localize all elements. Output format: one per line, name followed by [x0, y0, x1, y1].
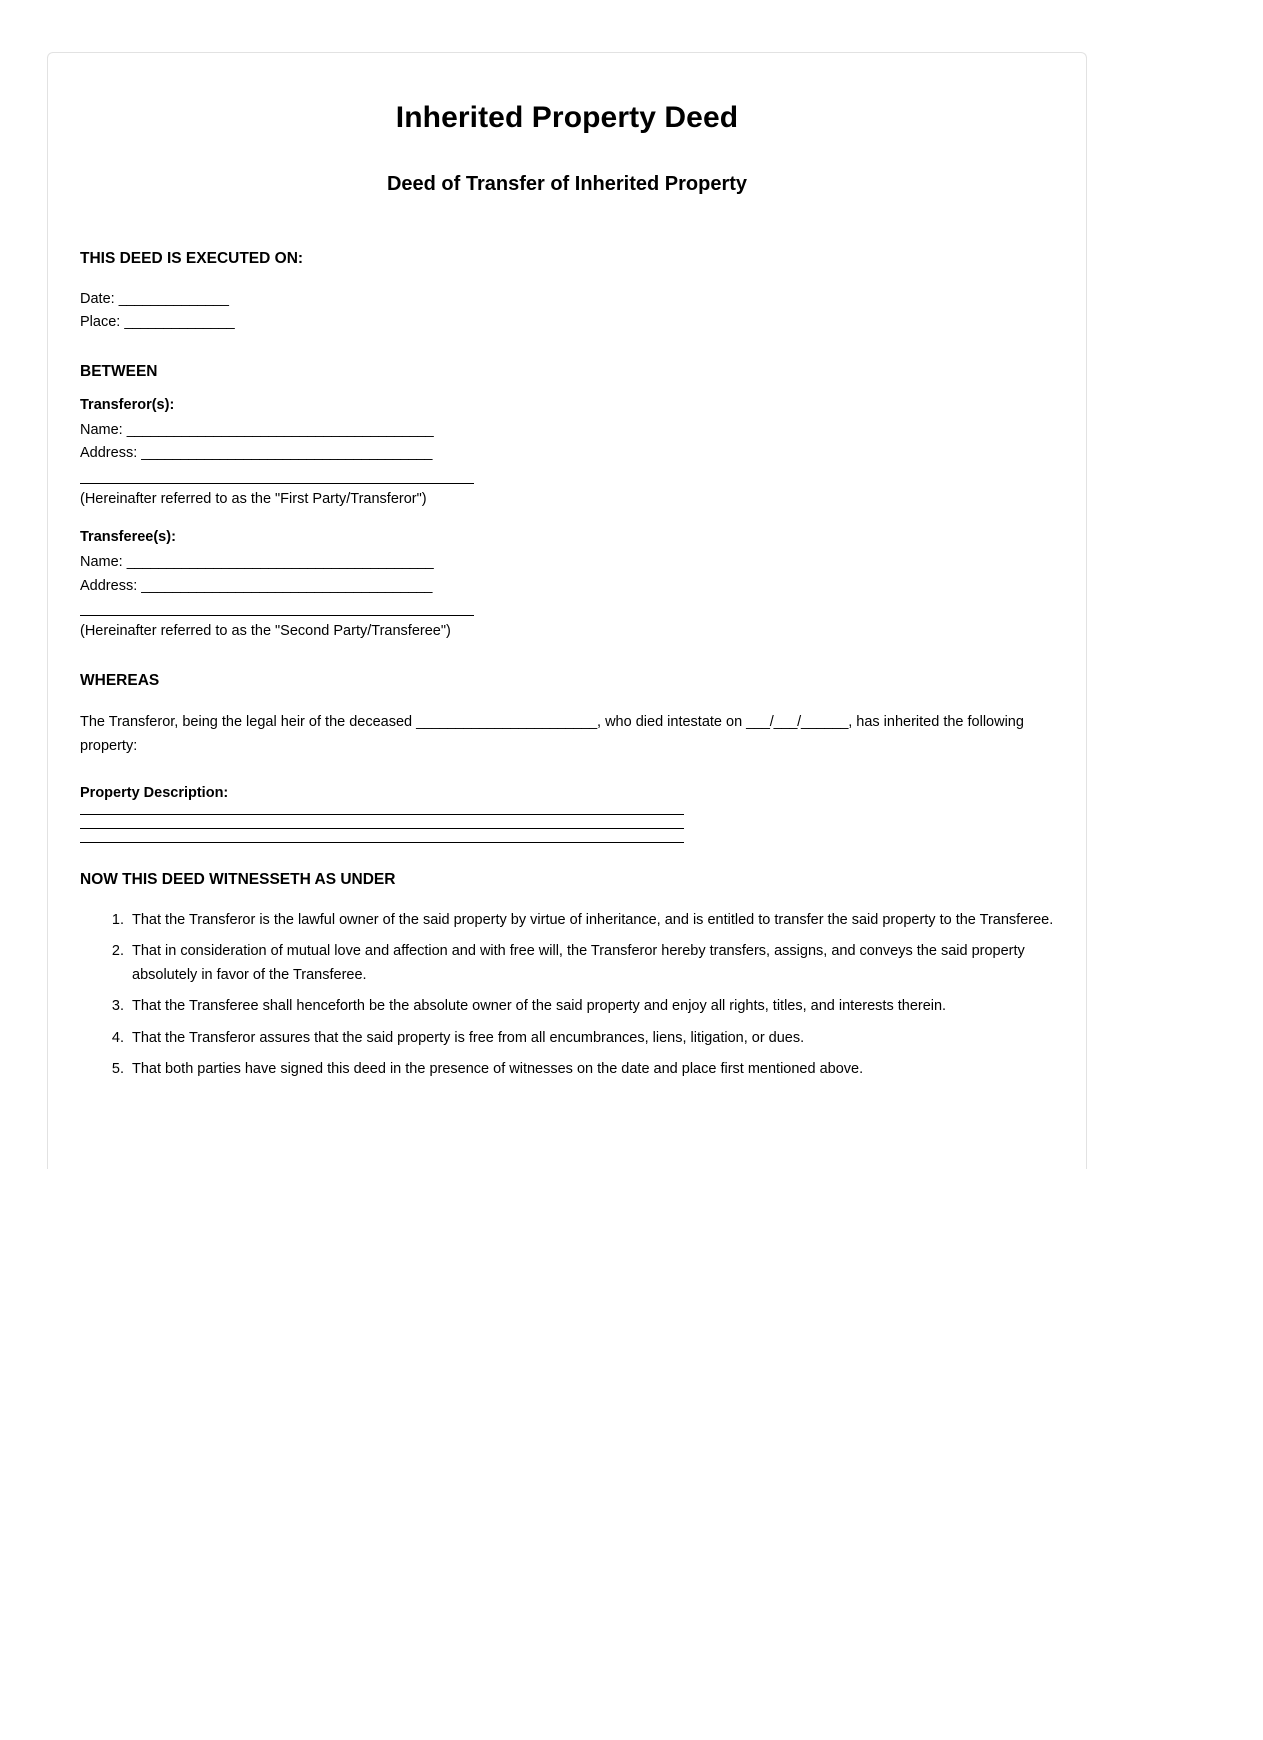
transferee-address-blank[interactable]: _____________________________________ [141, 577, 433, 594]
witnesseth-heading: NOW THIS DEED WITNESSETH AS UNDER [80, 870, 396, 888]
spacer [80, 843, 1054, 871]
transferor-name-row [80, 419, 1054, 442]
list-item: 5. That both parties have signed this deed in the presence of witnesses on the date and place first mentioned above. [128, 1058, 1054, 1081]
transferor-name-label: Name: [80, 421, 127, 438]
date-label: Date: [80, 291, 119, 307]
place-blank[interactable]: ______________ [124, 314, 235, 331]
transferee-note: (Hereinafter referred to as the "Second Party/Transferee") [80, 623, 451, 640]
spacer [80, 381, 1054, 397]
spacer [80, 335, 1054, 363]
document-content [48, 53, 1086, 1082]
witnesseth-clause-list [80, 909, 1054, 1082]
spacer [80, 196, 1054, 250]
whereas-paragraph [80, 710, 1054, 759]
list-item: 3. That the Transferee shall henceforth be the absolute owner of the said property and enjoy all rights, titles, and interests therein. [128, 995, 1054, 1018]
list-item: 1. That the Transferor is the lawful owner of the said property by virtue of inheritance, and is entitled to transfer the said property to the Transferee. [128, 909, 1054, 932]
transferor-note: (Hereinafter referred to as the "First Party/Transferor") [80, 490, 427, 507]
transferee-name-blank[interactable]: _______________________________________ [126, 554, 434, 571]
property-description-heading: Property Description: [80, 784, 229, 801]
whereas-heading: WHEREAS [80, 671, 160, 689]
spacer [80, 690, 1054, 710]
spacer [80, 644, 1054, 672]
transferor-address-row [80, 442, 1054, 465]
property-description-line-row [80, 829, 1054, 843]
transferee-address-label: Address: [80, 577, 142, 594]
document-subtitle: Deed of Transfer of Inherited Property [386, 173, 748, 195]
property-description-line-row [80, 815, 1054, 829]
transferee-name-label: Name: [80, 554, 127, 571]
whereas-text-3: , has inherited the following property: [80, 713, 1024, 755]
list-item: 2. That in consideration of mutual love and affection and with free will, the Transferor hereby transfers, assigns, and conveys the said property absolutely in favor of the Transferee. [128, 940, 1054, 987]
list-item: 4. That the Transferor assures that the said property is free from all encumbrances, liens, litigation, or dues. [128, 1027, 1054, 1050]
between-heading: BETWEEN [80, 362, 158, 380]
transferor-heading: Transferor(s): [80, 396, 175, 413]
spacer [80, 759, 1054, 785]
deceased-name-blank[interactable]: _______________________ [416, 713, 598, 730]
date-field-row [80, 288, 1054, 311]
place-field-row [80, 311, 1054, 334]
whereas-text-2: , who died intestate on [597, 713, 747, 730]
transferee-heading: Transferee(s): [80, 529, 176, 546]
transferor-address-continuation-row [80, 466, 1054, 484]
whereas-text-1: The Transferor, being the legal heir of the deceased [80, 713, 417, 730]
transferor-address-blank[interactable]: _____________________________________ [141, 445, 433, 462]
transferee-address-continuation-row [80, 598, 1054, 616]
property-description-line-row [80, 801, 1054, 815]
page-title: Inherited Property Deed [395, 101, 739, 134]
transferee-address-row [80, 575, 1054, 598]
spacer [80, 268, 1054, 288]
spacer [80, 511, 1054, 529]
place-label: Place: [80, 314, 125, 331]
document-page [47, 52, 1087, 1169]
execution-heading: THIS DEED IS EXECUTED ON: [80, 250, 304, 267]
spacer [80, 889, 1054, 909]
date-blank[interactable]: ______________ [118, 291, 229, 307]
transferee-name-row [80, 551, 1054, 574]
death-date-blank[interactable]: ___/___/______ [746, 713, 849, 730]
transferor-name-blank[interactable]: _______________________________________ [126, 421, 434, 438]
transferor-address-label: Address: [80, 445, 142, 462]
